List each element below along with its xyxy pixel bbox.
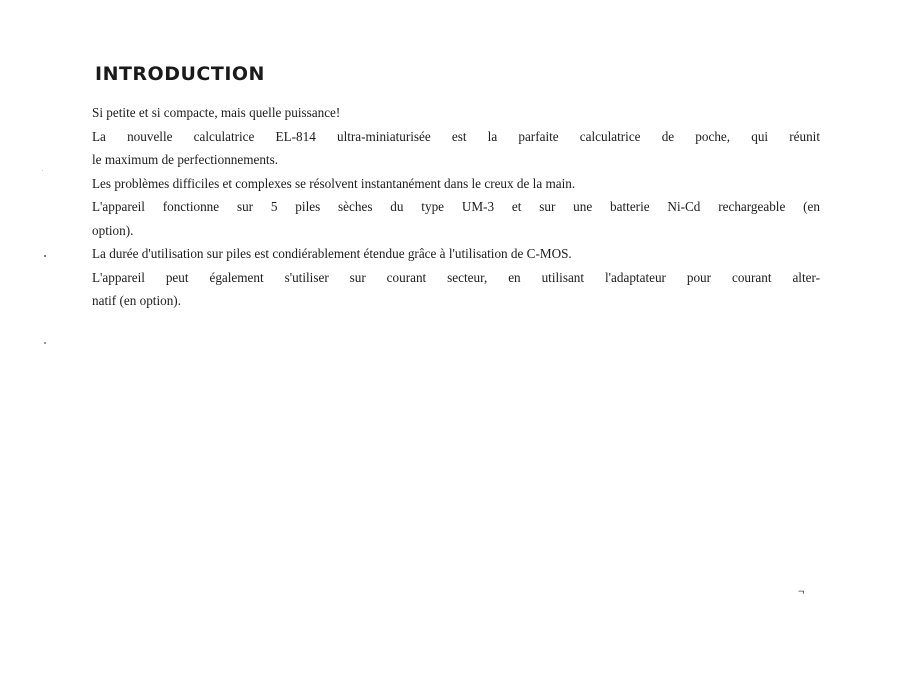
paragraph-line: option). — [92, 222, 134, 238]
paragraph-line: La durée d'utilisation sur piles est condiérablement étendue grâce à l'utilisation de C-MOS. — [92, 246, 572, 261]
paragraph-line: Si petite et si compacte, mais quelle puissance! — [92, 105, 341, 120]
paragraph-line: L'appareil peut également s'utiliser sur courant secteur, en utilisant l'adaptateur pour courant alter- — [92, 269, 820, 285]
paragraph-line: La nouvelle calculatrice EL-814 ultra-miniaturisée est la parfaite calculatrice de poche, qui réunit — [92, 128, 820, 144]
scan-speck — [42, 170, 43, 171]
scan-speck — [44, 342, 46, 344]
paragraph-line: L'appareil fonctionne sur 5 piles sèches du type UM-3 et sur une batterie Ni-Cd rechargeable (en — [92, 199, 820, 214]
page-number: ¬ — [798, 586, 805, 598]
paragraph-line: natif (en option). — [92, 293, 181, 308]
paragraph-line: Les problèmes difficiles et complexes se résolvent instantanément dans le creux de la main. — [92, 175, 576, 191]
paragraph-line: le maximum de perfectionnements. — [92, 152, 279, 167]
scan-speck — [44, 255, 46, 257]
section-title: INTRODUCTION — [95, 63, 265, 85]
body-text — [92, 101, 820, 313]
